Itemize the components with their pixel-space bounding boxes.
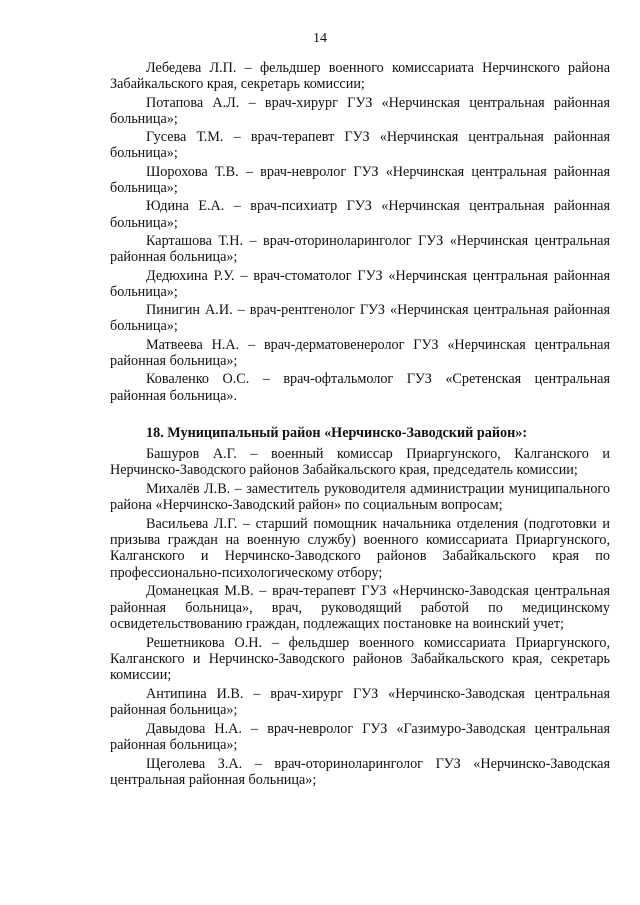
list-item: Лебедева Л.П. – фельдшер военного комиссариата Нерчинского района Забайкальского края, секретарь комиссии; bbox=[110, 60, 610, 93]
commission-members-list-nerchinsk-zavodsky bbox=[110, 446, 610, 788]
list-item: Доманецкая М.В. – врач-терапевт ГУЗ «Нерчинско-Заводская центральная районная больница», врач, руководящий работой по медицинскому освидетельствованию граждан, подлежащих постановке на воинский учет; bbox=[110, 583, 610, 632]
document-body bbox=[110, 60, 610, 791]
list-item: Дедюхина Р.У. – врач-стоматолог ГУЗ «Нерчинская центральная районная больница»; bbox=[110, 267, 610, 300]
list-item: Шорохова Т.В. – врач-невролог ГУЗ «Нерчинская центральная районная больница»; bbox=[110, 163, 610, 196]
list-item: Карташова Т.Н. – врач-оториноларинголог ГУЗ «Нерчинская центральная районная больница»; bbox=[110, 232, 610, 266]
list-item: Юдина Е.А. – врач-психиатр ГУЗ «Нерчинская центральная районная больница»; bbox=[110, 198, 610, 231]
list-item: Решетникова О.Н. – фельдшер военного комиссариата Приаргунского, Калганского и Нерчинско-Заводского районов Забайкальского края, секретарь комиссии; bbox=[110, 634, 610, 683]
list-item: Коваленко О.С. – врач-офтальмолог ГУЗ «Сретенская центральная районная больница». bbox=[110, 371, 610, 404]
list-item: Матвеева Н.А. – врач-дерматовенеролог ГУЗ «Нерчинская центральная районная больница»; bbox=[110, 336, 610, 369]
section-heading: 18. Муниципальный район «Нерчинско-Заводский район»: bbox=[146, 424, 528, 441]
list-item: Антипина И.В. – врач-хирург ГУЗ «Нерчинско-Заводская центральная районная больница»; bbox=[110, 685, 610, 718]
list-item: Потапова А.Л. – врач-хирург ГУЗ «Нерчинская центральная районная больница»; bbox=[110, 94, 610, 127]
list-item: Давыдова Н.А. – врач-невролог ГУЗ «Газимуро-Заводская центральная районная больница»; bbox=[110, 720, 610, 753]
list-item: Башуров А.Г. – военный комиссар Приаргунского, Калганского и Нерчинско-Заводского районов Забайкальского края, председатель комиссии; bbox=[110, 445, 610, 479]
list-item: Щеголева З.А. – врач-оториноларинголог ГУЗ «Нерчинско-Заводская центральная районная больница»; bbox=[110, 755, 610, 788]
list-item: Пинигин А.И. – врач-рентгенолог ГУЗ «Нерчинская центральная районная больница»; bbox=[110, 302, 610, 335]
commission-members-list-nerchinsk bbox=[110, 60, 610, 404]
page-number: 14 bbox=[313, 31, 327, 46]
list-item: Гусева Т.М. – врач-терапевт ГУЗ «Нерчинская центральная районная больница»; bbox=[110, 129, 610, 162]
list-item: Михалёв Л.В. – заместитель руководителя администрации муниципального района «Нерчинско-Заводский район» по социальным вопросам; bbox=[110, 480, 610, 514]
list-item: Васильева Л.Г. – старший помощник начальника отделения (подготовки и призыва граждан на военную службу) военного комиссариата Приаргунского, Калганского и Нерчинско-Заводского районов Забайкальского края по профессионально-психологическому отбору; bbox=[110, 515, 610, 581]
